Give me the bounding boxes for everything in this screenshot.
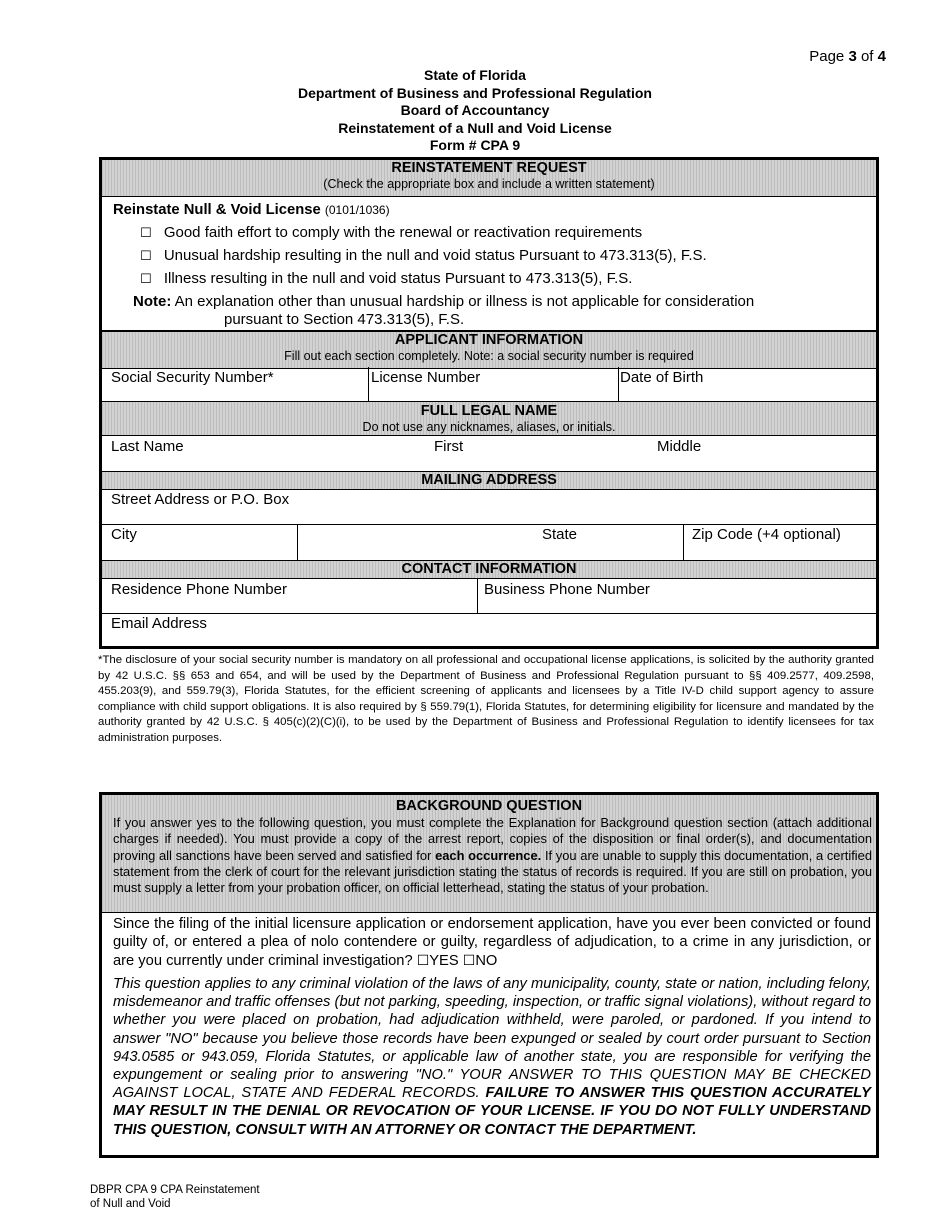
form-footer — [90, 1183, 260, 1211]
note-line-1 — [133, 293, 754, 310]
full-name-subtitle: Do not use any nicknames, aliases, or initials. — [362, 420, 616, 434]
contact-information-header — [102, 560, 876, 579]
header-state: State of Florida — [424, 67, 526, 83]
background-explanation-text: This question applies to any criminal violation of the laws of any municipality, county, state or nation, including felony, misdemeanor and traffic offenses (but not parking, speeding, inspection, or traffic signal violations), without regard to whether you were placed on probation, had adjudication withheld, were paroled, or pardoned. If you intend to answer "NO" because you believe those records have been expunged or sealed by court order pursuant to Section 943.0585 or 943.059, Florida Statutes, or applicable law of another state, you are responsible for verifying the expungement or sealing prior to answering "NO." YOUR ANSWER TO THIS QUESTION MAY BE CHECKED AGAINST LOCAL, STATE AND FEDERAL RECORDS. — [113, 976, 871, 1102]
divider — [683, 524, 684, 560]
yes-label: YES — [429, 952, 459, 969]
ssn-field[interactable]: Social Security Number* — [111, 369, 274, 386]
disclosure-text: The disclosure of your social security number is mandatory on all professional and occupational license applications, is solicited by the authority granted by 42 U.S.C. §§ 653 and 654, and will be used by the Department of Business and Professional Regulation pursuant to §§ 409.2577, 409.2598, 455.203(9), and 559.79(3), Florida Statutes, for the efficient screening of applicants and licensees by a Title IV-D child support agency to assure compliance with child support obligations. It is also required by § 559.79(1), Florida Statutes, for determining eligibility for licensure and mandated by the authority granted by 42 U.S.C. § 405(c)(2)(C)(i), to be used by the Department of Business and Professional Regulation to identify licensees for tax administration purposes. — [98, 654, 874, 744]
zip-code-field[interactable]: Zip Code (+4 optional) — [692, 526, 841, 543]
state-field[interactable]: State — [542, 526, 578, 543]
note-text-1: An explanation other than unusual hardship or illness is not applicable for consideration — [174, 293, 755, 310]
note-line-2: pursuant to Section 473.313(5), F.S. — [224, 311, 465, 328]
header-form-number: Form # CPA 9 — [429, 137, 521, 154]
applicant-subtitle: Fill out each section completely. Note: a social security number is required — [284, 349, 694, 363]
header-department: Department of Business and Professional Regulation — [298, 84, 652, 101]
footer-line-2: of Null and Void — [90, 1198, 171, 1210]
applicant-information-header — [102, 330, 876, 369]
divider — [102, 613, 876, 614]
page-of: of — [860, 48, 874, 65]
divider — [102, 524, 876, 525]
checkbox-unusual-hardship[interactable]: ☐ — [140, 249, 152, 264]
background-intro-1: If you answer yes to the following question, you must complete the Explanation for Background question section (attach additional charges if needed). You must provide a copy of the arrest report, copies of the disposition or final order(s), and documentation proving all sanctions have been served and satisfied for — [113, 815, 872, 863]
option-illness[interactable] — [140, 270, 632, 287]
option-good-faith[interactable] — [140, 224, 642, 241]
disclosure-marker: * — [98, 654, 103, 666]
license-number-field[interactable]: License Number — [371, 369, 481, 386]
no-label: NO — [475, 952, 498, 969]
contact-title: CONTACT INFORMATION — [401, 561, 577, 577]
application-form-box — [99, 157, 879, 649]
page-label: Page — [809, 48, 845, 65]
form-header — [0, 67, 950, 155]
mailing-title: MAILING ADDRESS — [421, 472, 557, 488]
divider — [368, 367, 369, 401]
option-good-faith-label: Good faith effort to comply with the renewal or reactivation requirements — [163, 224, 643, 241]
checkbox-good-faith[interactable]: ☐ — [140, 226, 152, 241]
background-warning: FAILURE TO ANSWER THIS QUESTION ACCURATELY MAY RESULT IN THE DENIAL OR REVOCATION OF YOUR LICENSE. IF YOU DO NOT FULLY UNDERSTAND THIS QUESTION, CONSULT WITH AN ATTORNEY OR CONTACT THE DEPARTMENT. — [113, 1085, 871, 1138]
page-number — [809, 48, 886, 65]
header-board: Board of Accountancy — [400, 102, 550, 119]
business-phone-field[interactable]: Business Phone Number — [484, 581, 650, 598]
last-name-field[interactable]: Last Name — [111, 438, 184, 455]
date-of-birth-field[interactable]: Date of Birth — [620, 369, 704, 386]
reinstate-license-text: Reinstate Null & Void License — [113, 202, 321, 218]
option-illness-label: Illness resulting in the null and void status Pursuant to 473.313(5), F.S. — [163, 270, 633, 287]
page-current: 3 — [848, 48, 857, 65]
note-label: Note: — [133, 293, 172, 310]
background-question-text: Since the filing of the initial licensure application or endorsement application, have you ever been convicted or found guilty of, or entered a plea of nolo contendere or guilty, regardless of adjudication, to a crime in any jurisdiction, or are you currently under criminal investigation? — [113, 916, 871, 969]
checkbox-yes[interactable]: ☐ — [416, 952, 430, 969]
option-unusual-hardship-label: Unusual hardship resulting in the null and void status Pursuant to 473.313(5), F.S. — [163, 247, 707, 264]
background-instructions — [102, 815, 876, 896]
full-name-title: FULL LEGAL NAME — [420, 403, 558, 419]
street-address-field[interactable]: Street Address or P.O. Box — [111, 491, 290, 508]
page-total: 4 — [877, 48, 886, 65]
background-question-box — [99, 792, 879, 1158]
reinstate-license-code: (0101/1036) — [324, 203, 390, 217]
divider — [618, 367, 619, 401]
checkbox-no[interactable]: ☐ — [462, 952, 476, 969]
first-name-field[interactable]: First — [434, 438, 464, 455]
background-intro-2: If you are unable to supply this documentation, a certified statement from the clerk of court for the relevant jurisdiction stating the status of records is required. If you are still on probation, you must supply a letter from your probation officer, on official letterhead, stating the status of your probation. — [113, 847, 872, 896]
residence-phone-field[interactable]: Residence Phone Number — [111, 581, 287, 598]
ssn-disclosure — [98, 653, 874, 747]
city-field[interactable]: City — [111, 526, 137, 543]
option-unusual-hardship[interactable] — [140, 247, 707, 264]
background-question — [113, 915, 871, 970]
background-explanation — [113, 975, 871, 1139]
reinstatement-subtitle: (Check the appropriate box and include a written statement) — [323, 177, 655, 191]
reinstatement-request-header — [102, 160, 876, 197]
header-form-title: Reinstatement of a Null and Void License — [338, 119, 612, 136]
full-legal-name-header — [102, 401, 876, 436]
applicant-title: APPLICANT INFORMATION — [394, 332, 584, 348]
background-question-header — [102, 795, 876, 913]
email-address-field[interactable]: Email Address — [111, 615, 207, 632]
reinstate-license-label — [113, 202, 390, 218]
checkbox-illness[interactable]: ☐ — [140, 272, 152, 287]
mailing-address-header — [102, 471, 876, 490]
reinstatement-title: REINSTATEMENT REQUEST — [391, 160, 587, 176]
middle-name-field[interactable]: Middle — [657, 438, 702, 455]
divider — [297, 524, 298, 560]
divider — [477, 578, 478, 613]
background-intro-bold: each occurrence. — [435, 847, 542, 863]
footer-line-1: DBPR CPA 9 CPA Reinstatement — [90, 1184, 260, 1196]
background-title: BACKGROUND QUESTION — [395, 798, 583, 814]
